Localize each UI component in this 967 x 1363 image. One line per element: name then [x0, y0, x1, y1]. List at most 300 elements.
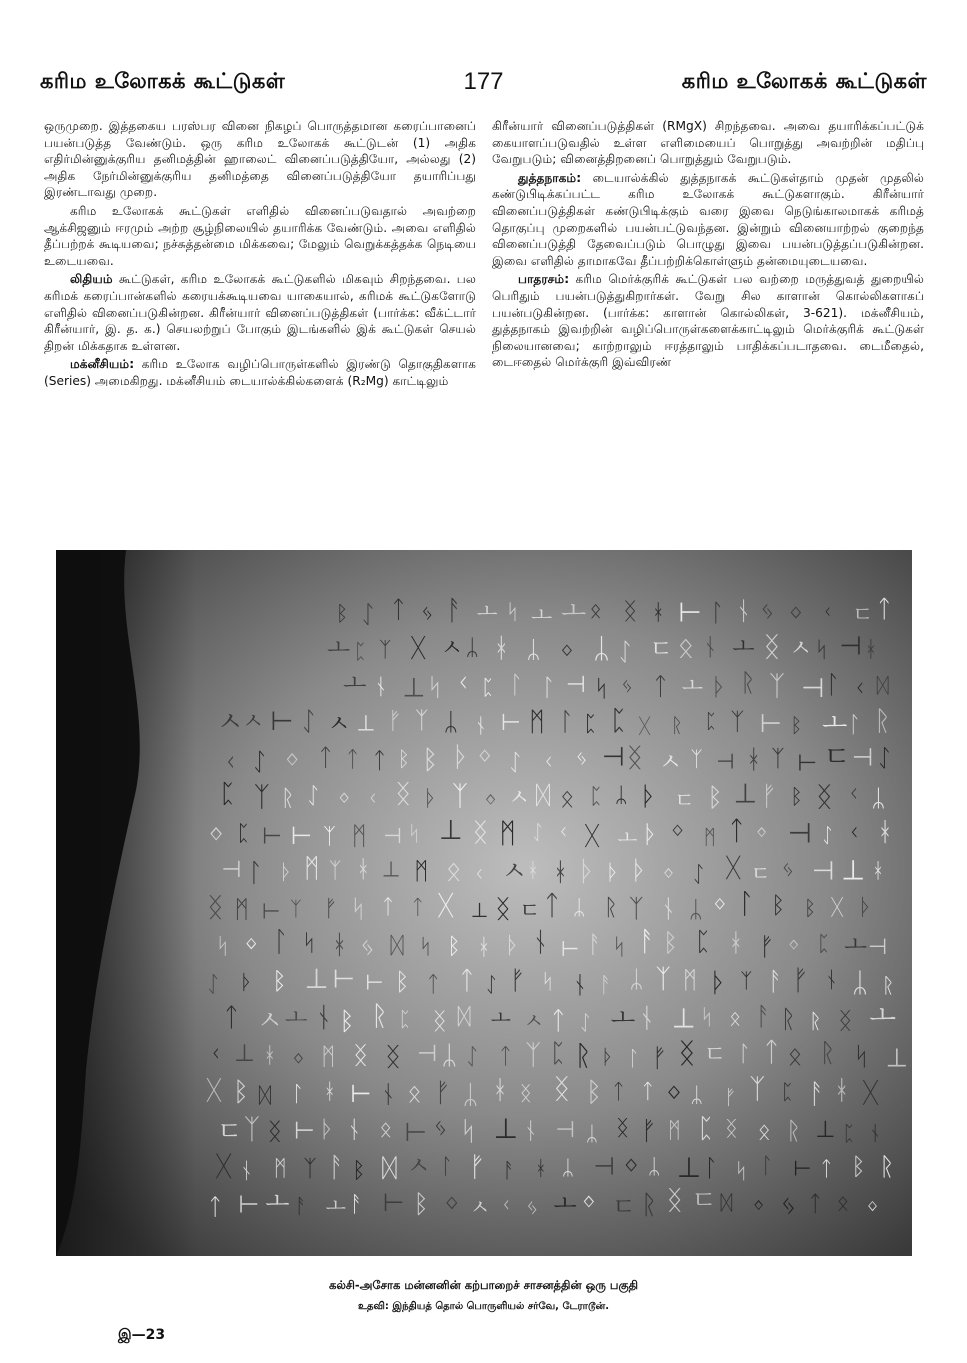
carved-glyph: ㄷ — [691, 1186, 717, 1217]
carved-glyph: ᚱ — [786, 1116, 801, 1145]
carved-glyph: ᛝ — [816, 780, 833, 813]
carved-glyph: ᚲ — [208, 1039, 223, 1068]
carved-glyph: ᛇ — [306, 782, 320, 809]
carved-glyph: ᛞ — [390, 932, 404, 959]
carved-glyph: ᛝ — [432, 1008, 447, 1035]
carved-glyph: ᚾ — [660, 894, 676, 924]
carved-glyph: ⊥ — [885, 1043, 909, 1074]
carved-glyph: ᛚ — [703, 1153, 719, 1182]
carved-glyph: ㄷ — [612, 1192, 636, 1221]
carved-glyph: ᛜ — [559, 638, 574, 666]
carved-glyph: ᚱ — [874, 705, 891, 737]
carved-glyph: ᛏ — [208, 1193, 223, 1221]
carved-glyph: ᛜ — [208, 820, 225, 852]
carved-glyph: ᛚ — [847, 712, 862, 738]
carved-glyph: ᛃ — [780, 1188, 797, 1222]
carved-glyph: ᚦ — [505, 933, 520, 960]
carved-glyph: ᛝ — [385, 1042, 402, 1073]
carved-glyph: ᛉ — [749, 1074, 766, 1106]
carved-glyph: ᛋ — [815, 637, 829, 663]
carved-glyph: ᚱ — [881, 973, 895, 998]
carved-glyph: ᛋ — [612, 933, 627, 960]
carved-glyph: ᛈ — [481, 674, 495, 700]
carved-glyph: ᚲ — [821, 599, 834, 624]
carved-glyph: ᛒ — [413, 1189, 429, 1220]
carved-glyph: ᛟ — [407, 1079, 422, 1108]
carved-glyph: ᛗ — [529, 707, 545, 738]
carved-glyph: ⊥ — [671, 1003, 696, 1035]
carved-glyph: ᛋ — [216, 934, 230, 960]
carved-glyph: ᛝ — [666, 1185, 683, 1217]
carved-glyph: ᛚ — [558, 707, 574, 737]
carved-glyph: ㅅ — [440, 635, 463, 662]
carved-glyph: ᚲ — [499, 1192, 513, 1217]
carved-glyph: ᚲ — [541, 748, 556, 776]
carved-glyph: ᛝ — [207, 892, 224, 924]
carved-glyph: ᚲ — [852, 673, 868, 703]
carved-glyph: ᛚ — [440, 1154, 454, 1180]
carved-glyph: ᛝ — [838, 1007, 853, 1035]
carved-glyph: ㅗ — [553, 1189, 577, 1218]
carved-glyph: ᛦ — [629, 965, 644, 994]
carved-glyph: ᛉ — [243, 1112, 261, 1146]
carved-glyph: ᚦ — [642, 819, 658, 849]
carved-glyph: ㅅ — [469, 1195, 490, 1220]
carved-glyph: ㅅ — [523, 1008, 544, 1033]
carved-glyph: ⊥ — [356, 711, 376, 737]
carved-glyph: ᛏ — [543, 890, 561, 922]
carved-glyph: ᛈ — [842, 1120, 856, 1146]
carved-glyph: ᛝ — [725, 1116, 738, 1141]
carved-glyph: ᛗ — [667, 1118, 681, 1144]
carved-glyph: ᛦ — [614, 783, 628, 809]
carved-glyph: ᛟ — [589, 598, 602, 623]
carved-glyph: ᛈ — [236, 821, 250, 847]
carved-glyph: ⊢ — [759, 709, 782, 740]
left-shade — [56, 550, 196, 1256]
carved-glyph: ᛃ — [359, 932, 376, 963]
carved-glyph: ᚨ — [587, 930, 603, 959]
carved-glyph: ᛚ — [737, 887, 755, 921]
carved-glyph: ᚱ — [604, 894, 618, 921]
carved-glyph: ᚼ — [331, 929, 348, 961]
carved-glyph: ᚼ — [493, 633, 510, 665]
carved-glyph: ᚦ — [631, 855, 648, 886]
carved-glyph: ᚠ — [760, 781, 778, 813]
carved-glyph: ᛜ — [484, 788, 497, 814]
carved-glyph: ᛗ — [351, 821, 367, 851]
carved-glyph: ᛗ — [703, 824, 716, 849]
carved-glyph: ᚼ — [323, 1079, 337, 1105]
paragraph-body: டையால்க்கில் துத்தநாகக் கூட்டுகள்தாம் முதன் முதலில் கண்டுபிடிக்கப்பட்ட கரிம உலோகக் கூட்டுகளாகும். கிரீன்யார் வினைப்படுத்திகள் கண்டுபிடிக்கும் வரை இவை நெடுங்காலமாகக் கரிமத் தொகுப்பு முறைகளில் பயன்பட்டுவந்தன. இன்றும் வினையாற்றல் குறைந்த வினைப்படுத்தி தேவைப்படும் பொழுது இவை பயன்படுத்தப்படுகின்றன. இவை எளிதில் தாமாகவே தீப்பற்றிக்கொள்ளும் தன்மையுடையவை. — [492, 170, 924, 268]
carved-glyph: ᛏ — [223, 1003, 240, 1034]
carved-glyph: ᛈ — [610, 703, 627, 737]
carved-glyph: ⊣ — [416, 1040, 438, 1068]
carved-glyph: ᚾ — [824, 967, 839, 994]
carved-glyph: ᛃ — [420, 600, 434, 626]
carved-glyph: ᛏ — [391, 595, 406, 624]
carved-glyph: ᛇ — [531, 820, 544, 845]
carved-glyph: ᚦ — [320, 1116, 334, 1143]
carved-glyph: ⊣ — [601, 742, 625, 773]
carved-glyph: ⊣ — [851, 742, 874, 772]
carved-glyph: ᛚ — [825, 669, 841, 699]
carved-glyph: ⊢ — [382, 1187, 405, 1217]
carved-glyph: ᛗ — [499, 816, 516, 850]
carved-glyph: ㅅ — [406, 1151, 431, 1181]
carved-glyph: ᛃ — [760, 596, 775, 626]
carved-glyph: ᚦ — [279, 859, 293, 884]
carved-glyph: ᛈ — [583, 712, 597, 738]
carved-glyph: ᛞ — [457, 1004, 471, 1030]
carved-glyph: ᛝ — [353, 1040, 369, 1070]
carved-glyph: ᛇ — [300, 707, 317, 738]
carved-glyph: ᛜ — [665, 1077, 683, 1110]
carved-glyph: ᛝ — [626, 742, 643, 774]
carved-glyph: ᛉ — [253, 782, 270, 814]
carved-glyph: ᛏ — [550, 1005, 566, 1035]
carved-glyph: ᛦ — [690, 1083, 704, 1108]
carved-glyph: ᛋ — [541, 969, 555, 994]
carved-glyph: ᚠ — [651, 1043, 667, 1073]
carved-glyph: ㅅ — [327, 709, 351, 738]
carved-glyph: ᛉ — [451, 779, 469, 812]
carved-glyph: ⊣ — [716, 749, 735, 774]
carved-glyph: ᛏ — [763, 1037, 780, 1069]
carved-glyph: ㅗ — [617, 825, 638, 850]
carved-glyph: ⊢ — [270, 705, 294, 737]
carved-glyph: ⊣ — [565, 671, 586, 698]
inscription-photo — [56, 550, 912, 1256]
carved-glyph: ᛈ — [697, 1113, 715, 1145]
carved-glyph: ᛚ — [760, 1153, 774, 1180]
carved-glyph: ᛏ — [820, 1156, 833, 1181]
carved-glyph: ᛝ — [763, 631, 780, 663]
carved-glyph: ᚠ — [640, 1116, 657, 1147]
carved-glyph: ⊢ — [678, 597, 702, 629]
carved-glyph: ᚼ — [492, 1075, 508, 1106]
carved-glyph: ᛃ — [433, 1113, 448, 1142]
carved-glyph: ⊢ — [500, 709, 521, 736]
carved-glyph: ᚼ — [534, 1155, 547, 1180]
carved-glyph: ᛇ — [360, 599, 376, 629]
carved-glyph: ᚾ — [239, 1158, 254, 1184]
carved-glyph: ᚲ — [472, 859, 487, 888]
carved-glyph: ᛦ — [647, 1154, 661, 1180]
carved-glyph: ᛦ — [526, 636, 541, 664]
carved-glyph: ᛋ — [734, 1158, 748, 1184]
carved-glyph: ᛟ — [445, 856, 462, 888]
carved-glyph: ᛉ — [628, 894, 645, 924]
carved-glyph: ᛏ — [808, 1192, 822, 1218]
carved-glyph: ᛦ — [462, 1080, 479, 1111]
carved-glyph: ⊥ — [841, 854, 866, 887]
carved-glyph: ㅗ — [325, 1192, 346, 1218]
carved-glyph: ᛚ — [541, 673, 556, 702]
carved-glyph: ⊣ — [801, 673, 825, 704]
carved-glyph: ᚦ — [710, 968, 726, 999]
carved-glyph: ㅗ — [869, 998, 897, 1032]
carved-glyph: ⊣ — [787, 816, 812, 850]
carved-glyph: ᛝ — [267, 1117, 282, 1146]
carved-glyph: ᚾ — [315, 1001, 332, 1034]
carved-glyph: ᚦ — [452, 741, 469, 773]
carved-glyph: ᚲ — [846, 818, 862, 847]
carved-glyph: ᛗ — [414, 857, 429, 886]
carved-glyph: ᛉ — [730, 707, 745, 736]
carved-glyph: ㄷ — [217, 1116, 243, 1147]
carved-glyph: ᛋ — [460, 1115, 477, 1147]
carved-glyph: ᛉ — [322, 824, 336, 850]
carved-glyph: ᛇ — [617, 636, 633, 666]
carved-glyph: ᛏ — [641, 1079, 654, 1104]
carved-glyph: ᛉ — [655, 963, 672, 995]
carved-glyph: ᛋ — [700, 1005, 714, 1031]
carved-glyph: ᛒ — [803, 895, 817, 920]
carved-glyph: ᚱ — [879, 1152, 895, 1181]
carved-glyph: ᛞ — [876, 673, 890, 698]
paragraph-body: கரிம உலோக வழிப்பொருள்களில் இரண்டு தொகுதிகளாக (Series) அமைகிறது. மக்னீசியம் டையால்க்கில்களைக் (R₂Mg) காட்டிலும் — [44, 357, 476, 388]
carved-glyph: ᛒ — [339, 1006, 355, 1036]
carved-glyph: ᛦ — [688, 895, 703, 924]
carved-glyph: ᚾ — [869, 1121, 882, 1146]
carved-glyph: ᛚ — [272, 925, 289, 958]
carved-glyph: ᛟ — [379, 1117, 393, 1143]
carved-glyph: ⊢ — [262, 823, 282, 850]
carved-glyph: ㅗ — [284, 1003, 308, 1031]
carved-glyph: ᛜ — [244, 931, 259, 959]
carved-glyph: ᛏ — [381, 894, 395, 919]
carved-glyph: ᛜ — [284, 746, 300, 777]
carved-glyph: ⊢ — [238, 1190, 260, 1219]
carved-glyph: ᚱ — [819, 1038, 836, 1069]
carved-glyph: ᛈ — [781, 1080, 794, 1105]
photo-credit: உதவி: இந்தியத் தொல் பொருளியல் சர்வே, டேராடூன். — [357, 1301, 610, 1312]
carved-glyph: ⊥ — [438, 815, 463, 847]
carved-glyph: ᛦ — [585, 1121, 599, 1146]
carved-glyph: ᚠ — [323, 896, 338, 923]
carved-glyph: ᚨ — [446, 593, 463, 627]
carved-glyph: ᚱ — [740, 668, 756, 697]
carved-glyph: ᛏ — [459, 966, 475, 996]
carved-glyph: ᛈ — [550, 1038, 566, 1069]
carved-glyph: ᛞ — [535, 780, 551, 810]
carved-glyph: ᚱ — [641, 1189, 658, 1221]
carved-glyph: ᛇ — [252, 746, 267, 776]
carved-glyph: ᛋ — [419, 934, 432, 959]
carved-glyph: ᛏ — [411, 895, 424, 920]
carved-glyph: ᚨ — [767, 967, 784, 998]
carved-glyph: ᛇ — [692, 862, 706, 888]
carved-glyph: ᛟ — [677, 630, 695, 664]
carved-glyph: ᚷ — [830, 894, 844, 921]
carved-glyph: ㅅ — [256, 1005, 283, 1037]
carved-glyph: ᛜ — [337, 786, 351, 812]
carved-glyph: ᛒ — [663, 927, 678, 957]
carved-glyph: ᛝ — [553, 1072, 571, 1106]
carved-glyph: ᛉ — [771, 745, 785, 773]
carved-glyph: ᚾ — [572, 970, 588, 999]
carved-glyph: ᛈ — [704, 709, 718, 734]
carved-glyph: ᚼ — [263, 1042, 277, 1069]
carved-glyph: ㅗ — [681, 673, 704, 699]
carved-glyph: ᛉ — [525, 1038, 542, 1071]
carved-glyph: ᛒ — [707, 783, 723, 814]
carved-glyph: ᛗ — [273, 1155, 287, 1182]
carved-glyph: ᚷ — [410, 633, 426, 664]
carved-glyph: ᚼ — [552, 857, 568, 887]
carved-glyph: ㅅ — [658, 747, 682, 776]
carved-glyph: ᚼ — [864, 637, 878, 663]
carved-glyph: ᛇ — [206, 972, 220, 998]
carved-glyph: ᛉ — [768, 669, 786, 702]
carved-glyph: ㅅ — [501, 857, 527, 888]
carved-glyph: ᛚ — [709, 597, 725, 627]
carved-glyph: ᛏ — [426, 971, 440, 998]
carved-glyph: ㄷ — [674, 788, 695, 813]
carved-glyph: ᛏ — [728, 815, 745, 847]
carved-glyph: ᚾ — [523, 1118, 538, 1145]
running-head-left: கரிம உலோகக் கூட்டுகள் — [40, 68, 286, 93]
carved-glyph: ᚠ — [509, 965, 526, 996]
carved-glyph: ᚾ — [347, 1115, 362, 1144]
carved-glyph: ᚲ — [366, 786, 380, 812]
carved-glyph: ᛋ — [350, 893, 366, 923]
carved-glyph: ᛋ — [302, 930, 316, 957]
carved-glyph: ᚼ — [356, 854, 371, 883]
carved-glyph: ㅗ — [822, 708, 848, 739]
carved-glyph: ᛜ — [866, 1194, 879, 1219]
carved-glyph: ⊥ — [234, 1039, 255, 1068]
carved-glyph: ᚦ — [578, 855, 596, 888]
carved-glyph: ᚦ — [606, 860, 620, 886]
term-heading: லிதியம் — [70, 272, 113, 287]
carved-glyph: ᛈ — [695, 927, 711, 958]
carved-glyph: ᛗ — [321, 1042, 336, 1071]
carved-glyph: ᚠ — [792, 963, 809, 997]
term-heading: துத்தநாகம்: — [518, 170, 582, 185]
carved-glyph: ᚷ — [638, 714, 651, 738]
carved-glyph: ㅗ — [265, 1186, 290, 1216]
page-number: 177 — [463, 68, 504, 95]
carved-glyph: ᚨ — [328, 1150, 345, 1184]
carved-glyph: ᛉ — [303, 1156, 317, 1183]
carved-glyph: ㄷ — [519, 899, 541, 924]
paragraph-body: கரிம மெர்க்குரிக் கூட்டுகள் பல வற்றை மருத்துவத் துறையில் பெரிதும் பயன்படுத்துகிறார்கள். வேறு சில காளான் கொல்லிகளாகப் பயன்படுகின்றன. (பார்க்க: காளான் கொல்லிகள், 3-621). மக்னீசியம், துத்தநாகம் இவற்றின் வழிப்பொருள்களைக்காட்டிலும் மெர்க்குரிக் கூட்டுகள் நிலையானவை; காற்றாலும் ஈரத்தாலும் பாதிக்கப்படாதவை. டைமீதைல், டைஈதைல் மெர்க்குரி இவ்விரண் — [492, 272, 924, 370]
carved-glyph: ⊣ — [593, 1151, 615, 1181]
carved-glyph: ᛒ — [397, 747, 410, 771]
carved-glyph: ᛇ — [508, 750, 523, 777]
carved-glyph: ㅗ — [490, 1006, 511, 1030]
carved-glyph: ᛟ — [836, 1190, 850, 1216]
carved-glyph: ᛇ — [821, 822, 834, 847]
carved-glyph: ᛒ — [447, 933, 461, 960]
carved-glyph: ᛟ — [729, 1005, 742, 1030]
carved-glyph: ᚦ — [858, 894, 873, 921]
carved-glyph: ᚾ — [638, 1003, 655, 1034]
carved-glyph: ᛚ — [291, 1082, 305, 1108]
carved-glyph: ᚾ — [735, 596, 752, 627]
carved-glyph: ᚨ — [638, 926, 656, 958]
page-header — [40, 62, 927, 102]
carved-glyph: ㄷ — [649, 635, 673, 663]
rock-inscription-image — [56, 550, 912, 1256]
carved-glyph: ᛏ — [498, 1044, 513, 1070]
carved-glyph: ㄷ — [852, 603, 874, 629]
carved-glyph: ⊥ — [470, 898, 489, 923]
text-columns — [44, 118, 924, 518]
carved-glyph: ᛦ — [851, 967, 869, 999]
carved-glyph: ᛋ — [407, 820, 421, 846]
carved-glyph: ⊣ — [555, 1116, 575, 1143]
carved-glyph: ᛞ — [258, 1083, 272, 1109]
carved-glyph: ᛉ — [414, 706, 429, 734]
carved-glyph: ᛇ — [877, 744, 892, 773]
carved-glyph: ⊣ — [221, 856, 242, 883]
left-column — [44, 118, 476, 518]
carved-glyph: ᚷ — [862, 1075, 879, 1109]
carved-glyph: ᛦ — [871, 784, 886, 813]
carved-glyph: ᛏ — [372, 747, 387, 774]
carved-glyph: ᛏ — [653, 671, 668, 701]
carved-glyph: ᚼ — [651, 599, 665, 626]
carved-glyph: ⊢ — [290, 820, 313, 850]
carved-glyph: ᛒ — [585, 1076, 603, 1108]
carved-glyph: ᛒ — [790, 713, 803, 738]
carved-glyph: ᛒ — [771, 891, 786, 919]
carved-glyph: ᚾ — [532, 926, 549, 958]
carved-glyph: ᛝ — [395, 779, 412, 810]
paragraph: கரிம உலோகக் கூட்டுகள் எளிதில் வினைப்படுவதால் அவற்றை ஆக்சிஜனும் ஈரமும் அற்ற சூழ்நிலையில் தயாரிக்க வேண்டும். அவை எளிதில் தீப்பற்றக் கூடியவை; நச்சுத்தன்மை மிக்கவை; மேலும் வெறுக்கத்தக்க நெடியை உடையவை. — [44, 203, 476, 268]
carved-glyph: ᚨ — [808, 1076, 826, 1110]
carved-glyph: ᛝ — [495, 894, 511, 924]
carved-glyph: ᛜ — [787, 933, 800, 958]
carved-glyph: ᛉ — [289, 896, 302, 921]
carved-glyph: ⊣ — [868, 934, 888, 960]
carved-glyph: ᚷ — [206, 1076, 222, 1107]
carved-glyph: ᚾ — [374, 675, 388, 700]
carved-glyph: ᚦ — [240, 970, 253, 994]
carved-glyph: ⊢ — [365, 970, 384, 995]
carved-glyph: ᚼ — [477, 934, 491, 961]
carved-glyph: ㅗ — [531, 603, 553, 629]
carved-glyph: ㅗ — [343, 668, 367, 698]
carved-glyph: ᛈ — [219, 779, 236, 810]
carved-glyph: ᚷ — [437, 889, 454, 922]
carved-glyph: ㅗ — [327, 633, 351, 662]
carved-glyph: ᚼ — [871, 858, 885, 883]
carved-glyph: ᛇ — [579, 1010, 592, 1035]
carved-glyph: ᛜ — [752, 1193, 765, 1218]
carved-glyph: ᚠ — [468, 1149, 486, 1183]
carved-glyph: ᛗ — [234, 894, 250, 924]
carved-glyph: ᚾ — [474, 713, 488, 738]
carved-glyph: ᚼ — [728, 928, 744, 958]
term-heading: மக்னீசியம்: — [70, 357, 135, 372]
carved-glyph: ᛒ — [272, 967, 287, 996]
carved-glyph: ㅅ — [508, 784, 530, 811]
carved-glyph: ᛦ — [441, 1040, 458, 1071]
carved-glyph: ᛉ — [690, 746, 703, 771]
carved-glyph: ㅅ — [216, 706, 244, 739]
carved-glyph: ⊥ — [815, 1115, 836, 1143]
carved-glyph: ⊢ — [560, 935, 580, 961]
carved-glyph: ᚠ — [434, 1077, 451, 1109]
carved-glyph: ᛜ — [581, 1188, 597, 1217]
carved-glyph: ⊥ — [493, 1112, 518, 1146]
carved-glyph: ᛜ — [623, 1151, 640, 1183]
carved-glyph: ᚼ — [833, 1075, 850, 1106]
